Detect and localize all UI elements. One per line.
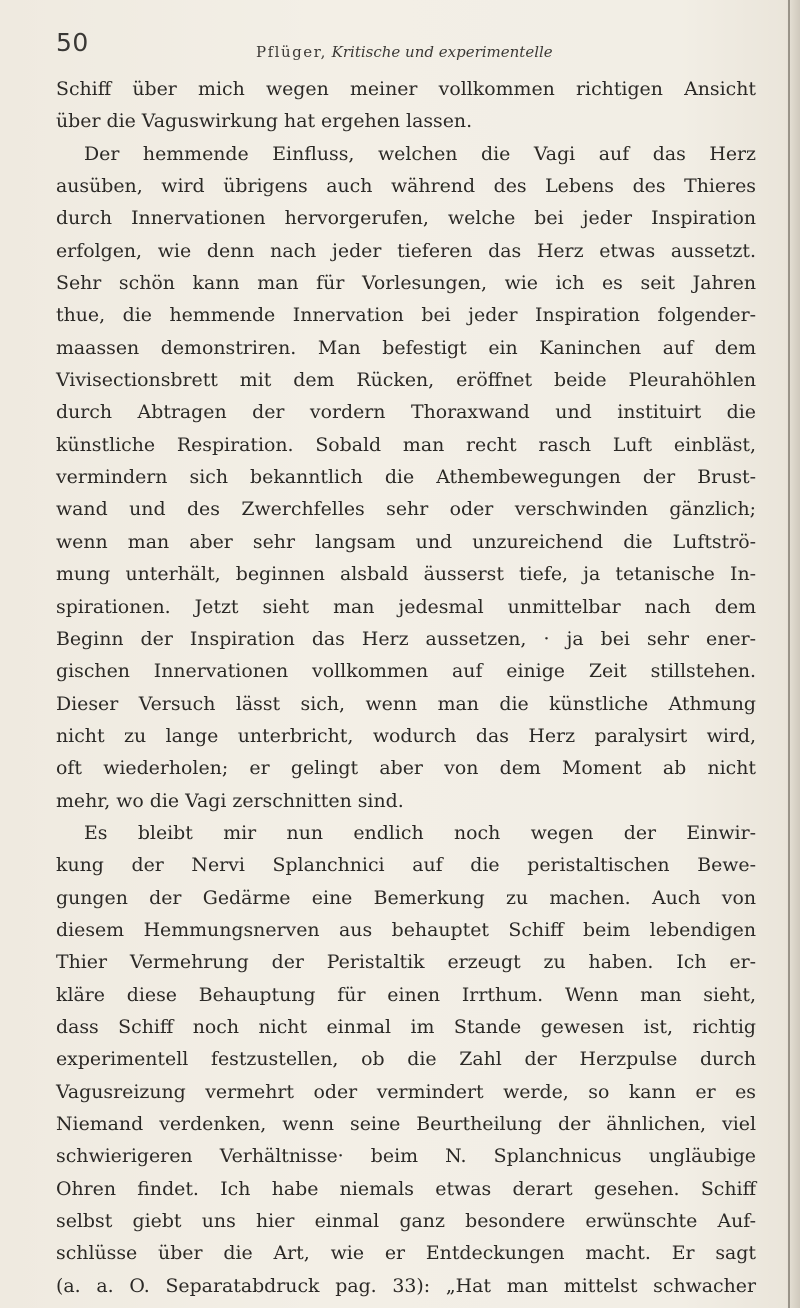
text-line: gischen Innervationen vollkommen auf einige Zeit stillstehen.: [56, 660, 756, 683]
text-line: Dieser Versuch lässt sich, wenn man die künstliche Athmung: [56, 692, 756, 715]
running-title-author: Pflüger,: [256, 43, 327, 61]
text-line: durch Abtragen der vordern Thoraxwand und instituirt die: [56, 401, 756, 424]
text-line: künstliche Respiration. Sobald man recht rasch Luft einbläst,: [56, 433, 756, 456]
text-line: Schiff über mich wegen meiner vollkommen richtigen Ansicht: [56, 78, 756, 100]
text-line: Vagusreizung vermehrt oder vermindert werde, so kann er es: [56, 1080, 756, 1103]
page-header: [56, 28, 756, 68]
text-line: Es bleibt mir nun endlich noch wegen der Einwir-: [84, 821, 756, 844]
text-line: wenn man aber sehr langsam und unzureichend die Luftströ-: [56, 530, 756, 553]
text-line: Thier Vermehrung der Peristaltik erzeugt zu haben. Ich er-: [56, 951, 756, 974]
text-line: wand und des Zwerchfelles sehr oder verschwinden gänzlich;: [56, 498, 756, 521]
text-line: mehr, wo die Vagi zerschnitten sind.: [56, 789, 404, 812]
text-line: schlüsse über die Art, wie er Entdeckungen macht. Er sagt: [56, 1242, 756, 1265]
text-line: experimentell festzustellen, ob die Zahl der Herzpulse durch: [56, 1048, 756, 1071]
text-line: oft wiederholen; er gelingt aber von dem Moment ab nicht: [56, 757, 756, 780]
text-line: ausüben, wird übrigens auch während des Lebens des Thieres: [56, 175, 756, 198]
body-text: [56, 73, 756, 1302]
text-line: selbst giebt uns hier einmal ganz besondere erwünschte Auf-: [56, 1210, 756, 1233]
running-title-rest: Kritische und experimentelle: [331, 43, 553, 61]
text-line: maassen demonstriren. Man befestigt ein Kaninchen auf dem: [56, 336, 756, 359]
text-line: nicht zu lange unterbricht, wodurch das Herz paralysirt wird,: [56, 724, 756, 747]
text-line: Beginn der Inspiration das Herz aussetzen, · ja bei sehr ener-: [56, 627, 756, 650]
text-line: durch Innervationen hervorgerufen, welche bei jeder Inspiration: [56, 207, 756, 230]
text-line: Vivisectionsbrett mit dem Rücken, eröffnet beide Pleurahöhlen: [56, 369, 756, 392]
text-line: vermindern sich bekanntlich die Athembewegungen der Brust-: [56, 466, 756, 489]
text-line: spirationen. Jetzt sieht man jedesmal unmittelbar nach dem: [56, 595, 756, 618]
text-line: erfolgen, wie denn nach jeder tieferen das Herz etwas aussetzt.: [56, 239, 756, 262]
text-line: Ohren findet. Ich habe niemals etwas derart gesehen. Schiff: [56, 1177, 756, 1200]
text-line: gungen der Gedärme eine Bemerkung zu machen. Auch von: [56, 886, 756, 909]
text-line: über die Vaguswirkung hat ergehen lassen.: [56, 110, 473, 133]
text-line: Der hemmende Einfluss, welchen die Vagi auf das Herz: [84, 142, 756, 165]
running-title: [256, 43, 553, 61]
text-line: Niemand verdenken, wenn seine Beurtheilung der ähnlichen, viel: [56, 1113, 756, 1135]
text-line: (a. a. O. Separatabdruck pag. 33): „Hat man mittelst schwacher: [56, 1274, 756, 1297]
text-line: thue, die hemmende Innervation bei jeder Inspiration folgender-: [56, 304, 756, 327]
text-line: Sehr schön kann man für Vorlesungen, wie ich es seit Jahren: [56, 272, 756, 295]
page-number: 50: [56, 28, 89, 57]
text-line: kläre diese Behauptung für einen Irrthum. Wenn man sieht,: [56, 983, 756, 1006]
text-line: diesem Hemmungsnerven aus behauptet Schiff beim lebendigen: [56, 918, 756, 941]
text-line: mung unterhält, beginnen alsbald äusserst tiefe, ja tetanische In-: [56, 563, 756, 586]
page-edge-line: [788, 0, 790, 1308]
text-line: dass Schiff noch nicht einmal im Stande gewesen ist, richtig: [56, 1015, 756, 1038]
text-line: kung der Nervi Splanchnici auf die peristaltischen Bewe-: [56, 854, 756, 877]
text-line: schwierigeren Verhältnisse· beim N. Splanchnicus ungläubige: [56, 1145, 756, 1168]
